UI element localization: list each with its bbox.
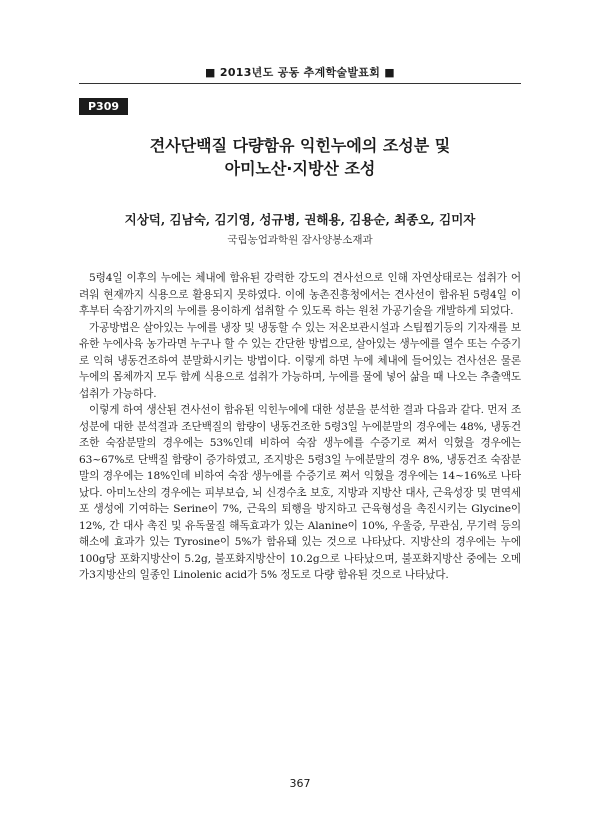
title-line-1: 견사단백질 다량함유 익힌누에의 조성분 및 <box>149 136 451 155</box>
paragraph-1: 5령4일 이후의 누에는 체내에 함유된 강력한 강도의 견사선으로 인해 자연상태로는 섭취가 어려워 현재까지 식용으로 활용되지 못하였다. 이에 농촌진흥청에서는 견사선이 함유된 5령4일 이후부터 숙잠기까지의 누에를 용이하게 섭취할 수 있도록 하는 원천 가공기술을 개발하게 되었다. <box>79 272 521 317</box>
abstract-body <box>79 270 521 584</box>
running-header: ■ 2013년도 공동 추계학술발표회 ■ <box>205 66 395 79</box>
author-list: 지상덕, 김남숙, 김기영, 성규병, 권해용, 김용순, 최종오, 김미자 <box>124 212 476 227</box>
page-number: 367 <box>289 777 311 790</box>
title-line-2: 아미노산·지방산 조성 <box>224 159 376 178</box>
abstract-code-badge: P309 <box>79 98 128 115</box>
affiliation: 국립농업과학원 잠사양봉소재과 <box>227 234 373 246</box>
paragraph-3: 이렇게 하여 생산된 견사선이 함유된 익힌누에에 대한 성분을 분석한 결과 다음과 같다. 먼저 조성분에 대한 분석결과 조단백질의 함량이 냉동건조한 5령3일 누에분말의 경우에는 48%, 냉동건조한 숙잠분말의 경우에는 53%인데 비하여 숙잠 생누에를 수증기로 쪄서 익혔을 경우에는 63~67%로 단백질 함량이 증가하였고, 조지방은 5령3일 누에분말의 경우 8%, 냉동건조 숙잠분말의 경우에는 18%인데 비하여 숙잠 생누에를 수증기로 쪄서 익혔을 경우에는 14~16%로 나타났다. 아미노산의 경우에는 피부보습, 뇌 신경수초 보호, 지방과 지방산 대사, 근육성장 및 면역세포 생성에 기여하는 Serine이 7%, 근육의 퇴행을 방지하고 근육형성을 촉진시키는 Glycine이 12%, 간 대사 촉진 및 유독물질 해독효과가 있는 Alanine이 10%, 우울증, 무관심, 무기력 등의 해소에 효과가 있는 Tyrosine이 5%가 함유돼 있는 것으로 나타났다. 지방산의 경우에는 누에 100g당 포화지방산이 5.2g, 불포화지방산이 10.2g으로 나타났으며, 불포화지방산 중에는 오메가3지방산의 일종인 Linolenic acid가 5% 정도로 다량 함유된 것으로 나타났다. <box>79 404 521 581</box>
header-rule <box>79 83 521 84</box>
paper-title <box>60 134 540 180</box>
paragraph-2: 가공방법은 살아있는 누에를 냉장 및 냉동할 수 있는 저온보관시설과 스팀찜기등의 기자재를 보유한 누에사육 농가라면 누구나 할 수 있는 간단한 방법으로, 살아있는 생누에를 열수 또는 수증기로 익혀 냉동건조하여 분말화시키는 방법이다. 이렇게 하면 누에 체내에 들어있는 견사선은 물론 누에의 몸체까지 모두 함께 식용으로 섭취가 가능하며, 누에를 물에 넣어 삶을 때 나오는 추출액도 섭취가 가능하다. <box>79 321 521 400</box>
